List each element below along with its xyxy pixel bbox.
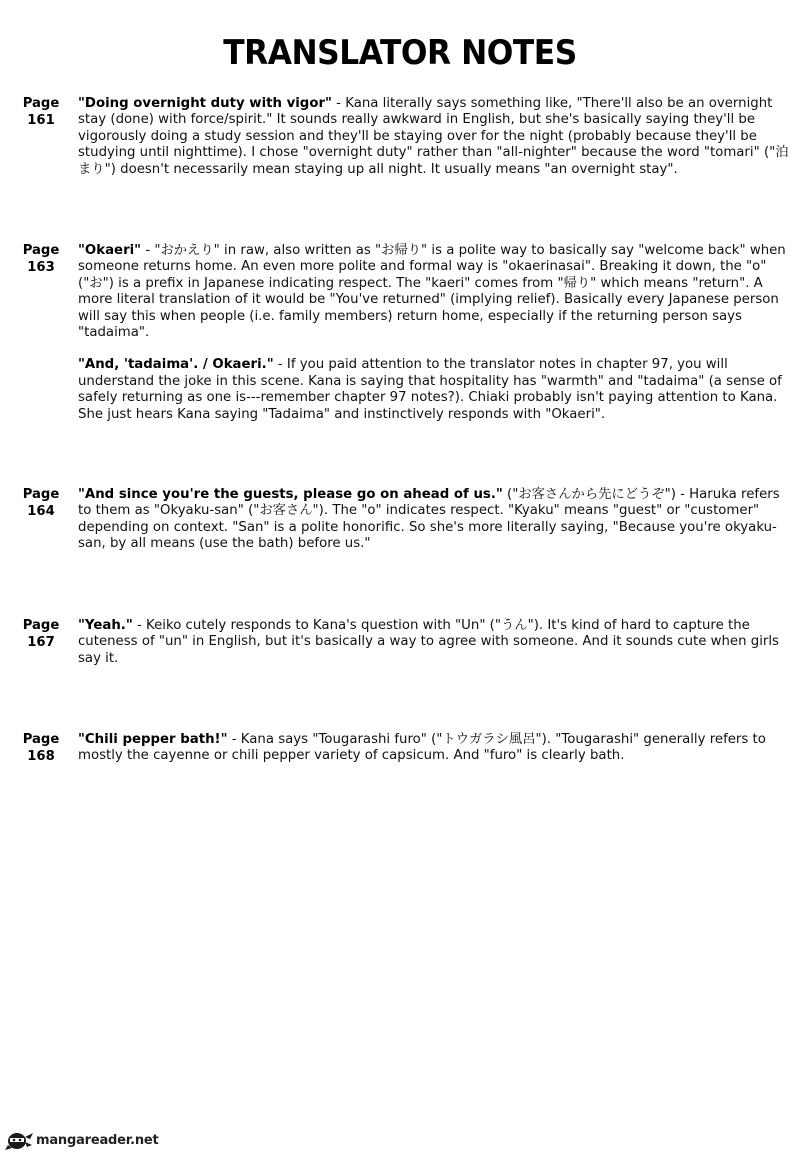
- ninja-mascot-icon: [4, 1129, 34, 1151]
- note-paragraph: [78, 732, 790, 765]
- watermark-logo: [4, 1128, 159, 1152]
- note-term: "And, 'tadaima'. / Okaeri.": [78, 357, 274, 373]
- page-label: Page: [22, 732, 60, 747]
- note-text: - Keiko cutely responds to Kana's question with "Un" ("うん"). It's kind of hard to capture the cuteness of "un" in English, but it's basically a way to agree with someone. And it sounds cute when girls say it.: [78, 618, 779, 666]
- page-reference: [14, 243, 68, 276]
- note-body: [78, 732, 790, 765]
- note-term: "Doing overnight duty with vigor": [78, 96, 332, 111]
- page-number: 163: [27, 259, 55, 275]
- page-reference: [14, 732, 68, 765]
- note-text: ("お客さんから先にどうぞ") - Haruka refers to them as "Okyaku-san" ("お客さん"). The "o" indicates respect. "Kyaku" means "guest" or "customer" depending on context. "San" is a polite honorific. So she's more literally saying, "Because you're okyaku-san, by all means (use the bath) before us.": [78, 487, 780, 552]
- note-text: - "おかえり" in raw, also written as "お帰り" is a polite way to basically say "welcome back" when someone returns home. An even more polite and formal way is "okaerinasai". Breaking it down, the "o" ("お") is a prefix in Japanese indicating respect. The "kaeri" comes from "帰り" which means "return". A more literal translation of it would be "You've returned" (implying relief). Basically every Japanese person will say this when people (i.e. family members) return home, especially if the returning person says "tadaima".: [78, 243, 786, 341]
- page-reference: [14, 487, 68, 520]
- note-term: "Okaeri": [78, 243, 142, 258]
- note-body: [78, 96, 790, 178]
- note-term: "Chili pepper bath!": [78, 732, 228, 747]
- note-paragraph: [78, 96, 790, 178]
- note-paragraph: [78, 618, 790, 667]
- page-title: TRANSLATOR NOTES: [223, 33, 577, 73]
- note-paragraph: [78, 243, 790, 341]
- note-body: [78, 618, 790, 667]
- note-body: [78, 487, 790, 553]
- page-label: Page: [22, 487, 60, 502]
- note-body: [78, 243, 790, 423]
- note-text: - If you paid attention to the translator notes in chapter 97, you will understand the joke in this scene. Kana is saying that hospitality has "warmth" and "tadaima" (a sense of safely returning as one is---remember chapter 97 notes?). Chiaki probably isn't paying attention to Kana. She just hears Kana saying "Tadaima" and instinctively responds with "Okaeri".: [78, 357, 782, 422]
- page-number: 164: [27, 503, 55, 519]
- watermark-text: mangareader.net: [36, 1132, 159, 1148]
- note-paragraph: [78, 487, 790, 553]
- note-text: - Kana literally says something like, "There'll also be an overnight stay (done) with force/spirit." It sounds really awkward in English, but she's basically saying they'll be vigorously doing a study session and they'll be staying over for the night (probably because they'll be studying until nighttime). I chose "overnight duty" rather than "all-nighter" because the word "tomari" ("泊まり") doesn't necessarily mean staying up all night. It usually means "an overnight stay".: [78, 96, 789, 177]
- page-number: 168: [27, 748, 55, 764]
- note-term: "And since you're the guests, please go on ahead of us.": [78, 487, 503, 502]
- page-label: Page: [22, 618, 60, 633]
- page-label: Page: [22, 243, 60, 258]
- page-reference: [14, 618, 68, 651]
- page-reference: [14, 96, 68, 129]
- note-text: - Kana says "Tougarashi furo" ("トウガラシ風呂"). "Tougarashi" generally refers to mostly the cayenne or chili pepper variety of capsicum. And "furo" is clearly bath.: [78, 732, 766, 764]
- note-term: "Yeah.": [78, 618, 133, 633]
- note-paragraph: [78, 357, 790, 423]
- page-label: Page: [22, 96, 60, 111]
- page-number: 161: [27, 112, 55, 128]
- page-number: 167: [27, 634, 55, 650]
